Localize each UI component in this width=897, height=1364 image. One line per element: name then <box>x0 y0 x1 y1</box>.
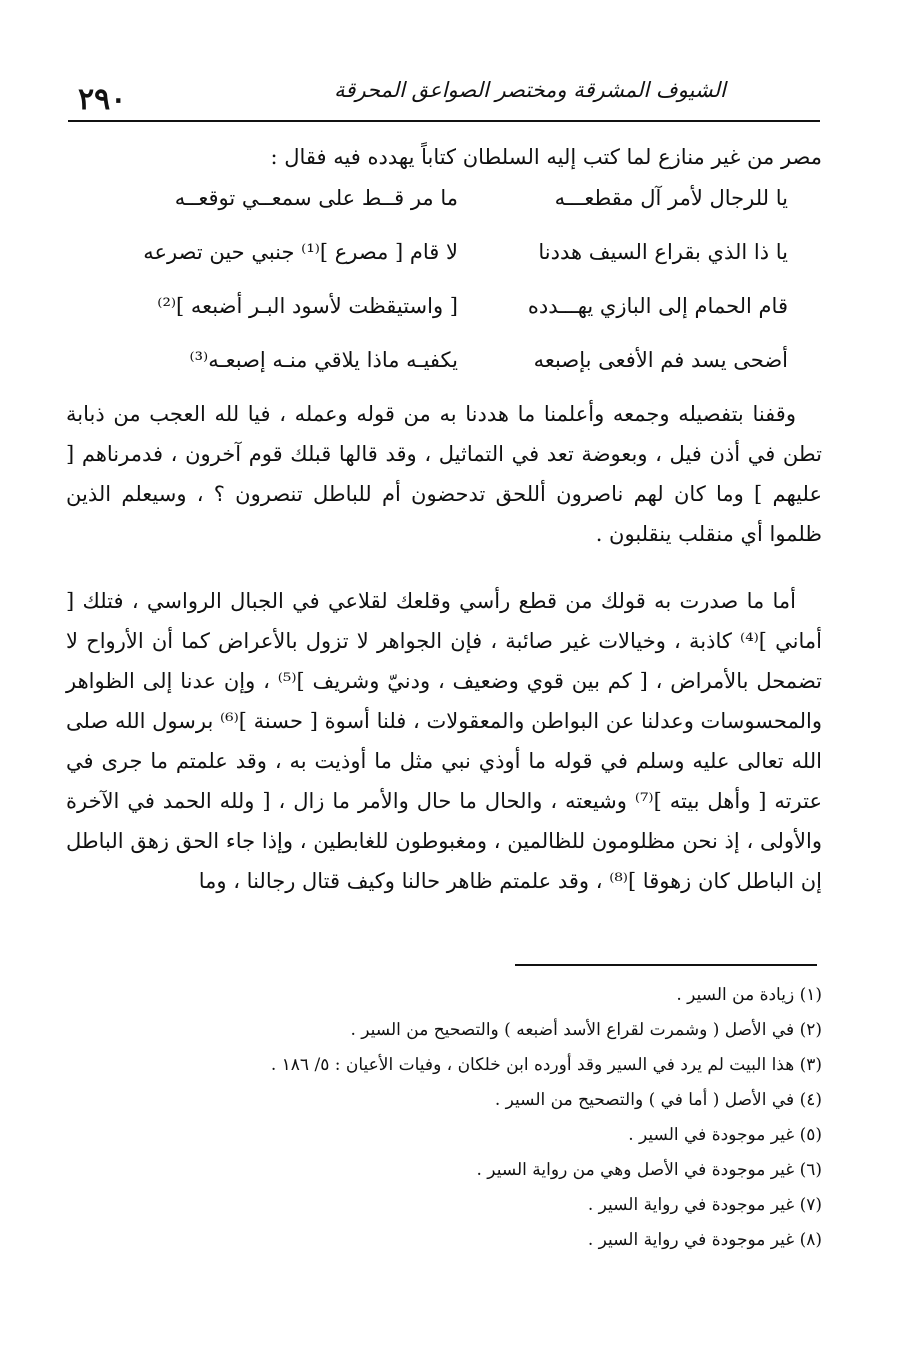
verse-second-hemistich: [ واستيقظت لأسود البـر أضبعه ]⁽²⁾ <box>157 294 458 318</box>
body-paragraph: أما ما صدرت به قولك من قطع رأسي وقلعك لقلاعي في الجبال الرواسي ، فتلك [ أماني ]⁽⁴⁾ كاذبة ، وخيالات غير صائبة ، فإن الجواهر لا تزول بالأعراض كما أن الأرواح لا تضمحل بالأمراض ، [ كم بين قوي وضعيف ، ودنيّ وشريف ]⁽⁵⁾ ، وإن عدنا إلى الظواهر والمحسوسات وعدلنا عن البواطن والمعقولات ، فلنا أسوة [ حسنة ]⁽⁶⁾ برسول الله صلى الله تعالى عليه وسلم في قوله ما أوذي نبي مثل ما أوذيت به ، وقد علمتم ما جرى في عترته [ وأهل بيته ]⁽⁷⁾ وشيعته ، والحال ما حال والأمر ما زال ، [ ولله الحمد في الآخرة والأولى ، إذ نحن مظلومون للظالمين ، ومغبوطون للغابطين ، وإذا جاء الحق زهق الباطل إن الباطل كان زهوقا ]⁽⁸⁾ ، وقد علمتم ظاهر حالنا وكيف قتال رجالنا ، وما <box>66 589 823 893</box>
verse-first-hemistich: قام الحمام إلى البازي يهـــدده <box>527 294 788 318</box>
page-number: ٢٩٠ <box>78 82 127 117</box>
footnote: (٣) هذا البيت لم يرد في السير وقد أورده ابن خلكان ، وفيات الأعيان : ٥/ ١٨٦ . <box>270 1055 822 1075</box>
header-rule <box>68 120 820 122</box>
footnote: (٨) غير موجودة في رواية السير . <box>587 1230 822 1250</box>
body-paragraph: وقفنا بتفصيله وجمعه وأعلمنا ما هددنا به من قوله وعمله ، فيا لله العجب من ذبابة تطن في أذن فيل ، وبعوضة تعد في التماثيل ، وقد قالها قبلك قوم آخرون ، فدمرناهم [ عليهم ] وما كان لهم ناصرون أللحق تدحضون أم للباطل تنصرون ؟ ، وسيعلم الذين ظلموا أي منقلب ينقلبون . <box>66 402 822 546</box>
verse-second-hemistich: لا قام [ مصرع ]⁽¹⁾ جنبي حين تصرعه <box>143 240 458 264</box>
footnote: (٥) غير موجودة في السير . <box>628 1125 822 1145</box>
footnote: (٢) في الأصل ( وشمرت لقراع الأسد أضبعه ) والتصحيح من السير . <box>350 1020 822 1040</box>
verse-second-hemistich: يكفيـه ماذا يلاقي منـه إصبعـه⁽³⁾ <box>189 348 458 372</box>
poem-verse <box>128 240 788 294</box>
verse-first-hemistich: يا ذا الذي بقراع السيف هددنا <box>538 240 788 264</box>
footnote: (٧) غير موجودة في رواية السير . <box>587 1195 822 1215</box>
intro-line: مصر من غير منازع لما كتب إليه السلطان كتاباً يهدده فيه فقال : <box>270 145 822 169</box>
verse-first-hemistich: يا للرجال لأمر آل مقطعـــه <box>554 186 788 210</box>
footnotes-list <box>120 978 822 1258</box>
footnote: (٤) في الأصل ( أما في ) والتصحيح من السير . <box>494 1090 822 1110</box>
footnote-separator <box>515 964 817 966</box>
poem-verse <box>128 186 788 240</box>
verse-second-hemistich: ما مر قــط على سمعــي توقعــه <box>174 186 458 210</box>
footnote: (٦) غير موجودة في الأصل وهي من رواية السير . <box>476 1160 822 1180</box>
footnote: (١) زيادة من السير . <box>676 985 822 1005</box>
verse-first-hemistich: أضحى يسد فم الأفعى بإصبعه <box>533 348 788 372</box>
poem <box>128 186 788 402</box>
running-title: الشيوف المشرقة ومختصر الصواعق المحرقة <box>334 78 726 102</box>
poem-verse <box>128 294 788 348</box>
